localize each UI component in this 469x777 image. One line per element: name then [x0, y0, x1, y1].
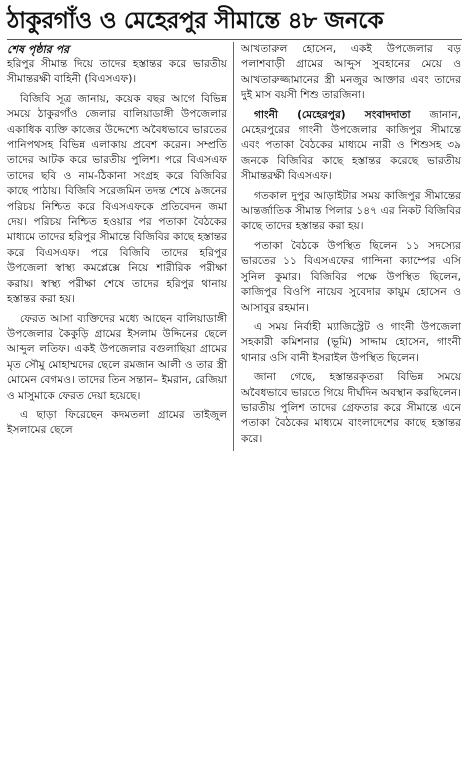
right-paragraph-2: পতাকা বৈঠকে উপস্থিত ছিলেন ১১ সদস্যের ভারতের ১১ বিএসএফের গান্দিনা ক্যাম্পের এসি সুনিল কুমার। বিজিবির পক্ষে উপস্থিত ছিলেন, কাজিপুর বিওপি নায়েব সুবেদার কায়ুম হোসেন ও আসাবুর রহমান।	[241, 239, 461, 314]
left-paragraph-4: এ ছাড়া ফিরেছেন কদমতলা গ্রামের তাইজুল ইসলামের ছেলে	[7, 408, 227, 437]
left-column	[7, 42, 234, 451]
right-paragraph-1: গতকাল দুপুর আড়াইটার সময় কাজিপুর সীমান্তের আন্তর্জাতিক সীমান্ত পিলার ১৪৭ এর নিকট বিজিবির কাছে তাদের হস্তান্তর করা হয়।	[241, 189, 461, 233]
left-paragraph-1: হরিপুর সীমান্ত দিয়ে তাদের হস্তান্তর করে ভারতীয় সীমান্তরক্ষী বাহিনী (বিএসএফ)।	[7, 58, 227, 86]
right-paragraph-4: জানা গেছে, হস্তান্তরকৃতরা বিভিন্ন সময়ে অবৈধভাবে ভারতে গিয়ে দীর্ঘদিন অবস্থান করছিলেন। ভারতীয় পুলিশ তাদের গ্রেফতার করে সীমান্তে এনে পতাকা বৈঠকের মাধ্যমে বাংলাদেশের কাছে হস্তান্তর করে।	[241, 371, 461, 445]
right-column	[234, 42, 461, 451]
right-paragraph-cont: আখতারুল হোসেন, একই উপজেলার বড় পলাশবাড়ী গ্রামের আব্দুস সুবহানের মেয়ে ও আখতারুজ্জামানের স্ত্রী মনজুর আক্তার এবং তাদের দুই মাস বয়সী শিশু তারজিনা।	[241, 43, 461, 102]
headline: ঠাকুরগাঁও ও মেহেরপুর সীমান্তে ৪৮ জনকে	[7, 7, 384, 34]
left-paragraph-2: বিজিবি সূত্র জানায়, কয়েক বছর আগে বিভিন্ন সময়ে ঠাকুরগাঁও জেলার বালিয়াডাঙ্গী উপজেলার একাধিক ব্যক্তি কাজের উদ্দেশ্যে অবৈধভাবে ভারতের পানিপথসহ বিভিন্ন এলাকায় প্রবেশ করেন। সম্প্রতি তাদের আটক করে ভারতীয় পুলিশ। পরে বিএসএফ তাদের ছবি ও নাম-ঠিকানা সংগ্রহ করে বিজিবির কাছে পাঠায়। বিজিবি সরেজমিন তদন্ত শেষে ৯জনের পরিচয় নিশ্চিত করে বিএসএফকে প্রতিবেদন জমা দেয়। পরিচয় নিশ্চিত হওয়ার পর পতাকা বৈঠকের মাধ্যমে তাদের হরিপুর সীমান্তে বিজিবির কাছে হস্তান্তর করে বিএসএফ। পরে বিজিবি তাদের হরিপুর উপজেলা স্বাস্থ্য কমপ্লেক্সে নিয়ে শারীরিক পরীক্ষা করায়। স্বাস্থ্য পরীক্ষা শেষে তাদের হরিপুর থানায় হস্তান্তর করা হয়।	[7, 92, 227, 306]
right-paragraph-3: এ সময় নির্বাহী ম্যাজিস্ট্রেট ও গাংনী উপজেলা সহকারী কমিশনার (ভূমি) সাদ্দাম হোসেন, গাংনী থানার ওসি বানী ইসরাইল উপস্থিত ছিলেন।	[241, 320, 461, 364]
byline-rest: জানান, মেহেরপুরের গাংনী উপজেলার কাজিপুর সীমান্তে এবং পতাকা বৈঠকের মাধ্যমে নারী ও শিশুসহ ৩৯ জনকে বিজিবির কাছে হস্তান্তর করেছে ভারতীয় সীমান্তরক্ষী বিএসএফ।	[241, 108, 461, 183]
byline-paragraph	[241, 108, 461, 185]
headline-rule	[7, 39, 462, 40]
byline: গাংনী (মেহেরপুর) সংবাদদাতা	[254, 108, 411, 121]
left-paragraph-3: ফেরত আসা ব্যক্তিদের মধ্যে আছেন বালিয়াডাঙ্গী উপজেলার কৈকুড়ি গ্রামের ইসলাম উদ্দিনের ছেলে আব্দুল লতিফ। একই উপজেলার বগুলাছিয়া গ্রামের মৃত সৌমু মোহাম্মদের ছেলে রমজান আলী ও তার স্ত্রী মোমেন বেগমও। তাদের তিন সন্তান– ইমরান, রেজিয়া ও মাসুমাকে ফেরত দেয়া হয়েছে।	[7, 312, 227, 402]
article-columns	[7, 42, 462, 451]
continued-from-label: শেষ পৃষ্ঠার পর	[7, 43, 70, 56]
